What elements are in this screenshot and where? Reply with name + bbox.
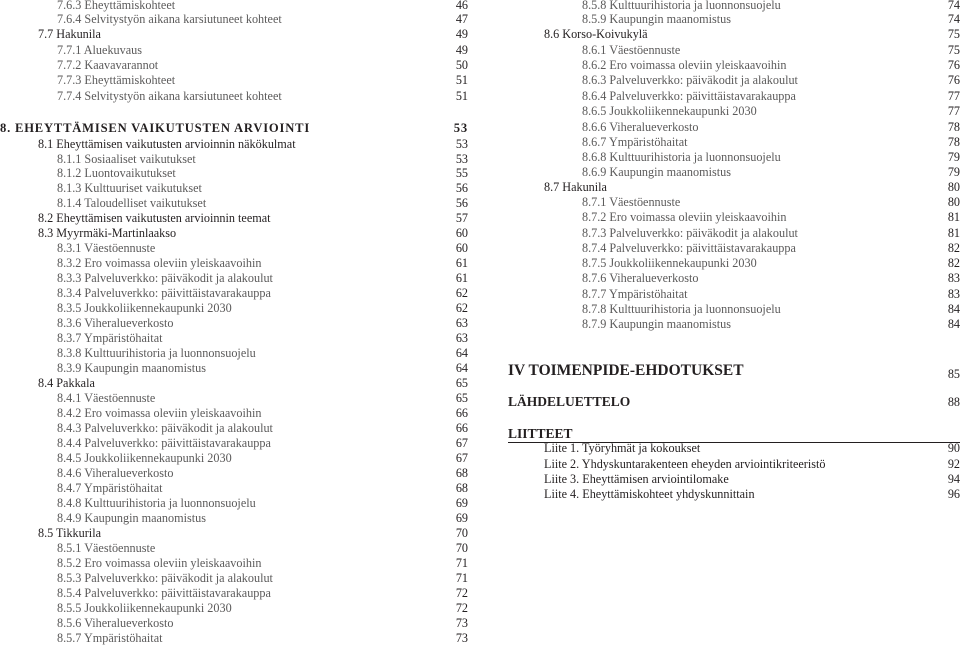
toc-entry-title: LÄHDELUETTELO <box>508 394 631 409</box>
toc-entry-title: 8.6.2 Ero voimassa oleviin yleiskaavoihin <box>582 58 787 72</box>
toc-entry-title: 8.6.4 Palveluverkko: päivittäistavarakauppa <box>582 89 796 103</box>
toc-entry[interactable] <box>0 211 468 226</box>
toc-entry-page-number: 64 <box>455 361 468 375</box>
toc-entry-page-number: 53 <box>453 121 468 135</box>
toc-entry[interactable] <box>500 180 960 195</box>
toc-entry[interactable] <box>500 210 960 225</box>
toc-entry-title: 8.4.8 Kulttuurihistoria ja luonnonsuojelu <box>57 496 256 510</box>
toc-entry-page-number: 71 <box>455 556 468 570</box>
toc-entry-page-number: 67 <box>455 436 468 450</box>
toc-entry[interactable] <box>0 586 468 601</box>
toc-entry-title: 8.5.9 Kaupungin maanomistus <box>582 12 731 26</box>
toc-entry-title: 8.3.9 Kaupungin maanomistus <box>57 361 206 375</box>
toc-entry-title: 8.4.3 Palveluverkko: päiväkodit ja alakoulut <box>57 421 273 435</box>
toc-entry-title: 8.5.1 Väestöennuste <box>57 541 156 555</box>
toc-entry[interactable] <box>500 472 960 487</box>
toc-entry-title: 7.6.4 Selvitystyön aikana karsiutuneet kohteet <box>57 12 282 26</box>
toc-entry-page-number: 82 <box>947 241 960 255</box>
toc-entry-page-number: 57 <box>455 211 468 225</box>
toc-entry-page-number: 84 <box>947 317 960 331</box>
toc-entry[interactable] <box>0 556 468 571</box>
toc-entry-title: 8.1 Eheyttämisen vaikutusten arvioinnin näkökulmat <box>38 137 296 151</box>
toc-entry-title: 8.6.8 Kulttuurihistoria ja luonnonsuojelu <box>582 150 781 164</box>
toc-entry-title: 8.6.9 Kaupungin maanomistus <box>582 165 731 179</box>
toc-entry-title: IV TOIMENPIDE-EHDOTUKSET <box>508 362 744 379</box>
toc-entry-title: 8.3.2 Ero voimassa oleviin yleiskaavoihin <box>57 256 262 270</box>
toc-entry[interactable] <box>500 317 960 332</box>
toc-entry[interactable] <box>0 376 468 391</box>
toc-entry-title: 8.7.2 Ero voimassa oleviin yleiskaavoihin <box>582 210 787 224</box>
toc-entry-page-number: 72 <box>455 586 468 600</box>
toc-entry[interactable] <box>500 394 960 410</box>
toc-entry[interactable] <box>0 571 468 586</box>
toc-entry-title: 8.4 Pakkala <box>38 376 95 390</box>
toc-entry[interactable] <box>500 135 960 150</box>
toc-entry-title: 8.1.3 Kulttuuriset vaikutukset <box>57 181 202 195</box>
toc-entry[interactable] <box>0 241 468 256</box>
toc-entry[interactable] <box>500 226 960 241</box>
toc-entry[interactable] <box>0 43 468 58</box>
toc-entry-title: 8.6 Korso-Koivukylä <box>544 27 648 41</box>
toc-entry[interactable] <box>500 43 960 58</box>
toc-entry-title: 8.3.6 Viheralueverkosto <box>57 316 174 330</box>
toc-entry-page-number: 74 <box>947 12 960 26</box>
toc-entry-title: 8.3.8 Kulttuurihistoria ja luonnonsuojelu <box>57 346 256 360</box>
toc-entry-title: 8.6.3 Palveluverkko: päiväkodit ja alakoulut <box>582 73 798 87</box>
toc-entry-page-number: 65 <box>455 391 468 405</box>
toc-entry[interactable] <box>500 457 960 472</box>
toc-entry[interactable] <box>500 241 960 256</box>
toc-entry-page-number: 68 <box>455 466 468 480</box>
toc-entry[interactable] <box>0 496 468 511</box>
toc-entry[interactable] <box>0 166 468 181</box>
toc-entry-page-number: 60 <box>455 241 468 255</box>
toc-entry[interactable] <box>0 226 468 241</box>
toc-entry[interactable] <box>0 58 468 73</box>
toc-entry-title: 7.7 Hakunila <box>38 27 101 41</box>
toc-entry-title: 8.4.9 Kaupungin maanomistus <box>57 511 206 525</box>
toc-entry-title: 8.1.1 Sosiaaliset vaikutukset <box>57 152 196 166</box>
toc-entry[interactable] <box>0 526 468 541</box>
toc-entry-page-number: 62 <box>455 286 468 300</box>
toc-entry[interactable] <box>0 601 468 616</box>
toc-entry[interactable] <box>500 12 960 27</box>
toc-entry-title: 8.7.5 Joukkoliikennekaupunki 2030 <box>582 256 757 270</box>
toc-entry[interactable] <box>0 421 468 436</box>
toc-entry[interactable] <box>0 361 468 376</box>
toc-entry-title: 7.7.2 Kaavavarannot <box>57 58 159 72</box>
toc-entry-page-number: 66 <box>455 406 468 420</box>
toc-entry-title: 8.3.1 Väestöennuste <box>57 241 156 255</box>
toc-entry[interactable] <box>0 196 468 211</box>
toc-entry[interactable] <box>500 362 960 380</box>
toc-entry-page-number: 49 <box>455 27 468 41</box>
toc-entry[interactable] <box>0 511 468 526</box>
toc-entry[interactable] <box>0 331 468 346</box>
toc-entry-page-number: 74 <box>947 0 960 12</box>
toc-entry-title: LIITTEET <box>508 426 573 441</box>
toc-entry[interactable] <box>500 150 960 165</box>
toc-entry[interactable] <box>0 256 468 271</box>
toc-entry[interactable] <box>0 12 468 27</box>
toc-entry[interactable] <box>0 541 468 556</box>
toc-entry-title: 8.5.8 Kulttuurihistoria ja luonnonsuojelu <box>582 0 781 12</box>
toc-entry[interactable] <box>500 165 960 180</box>
toc-entry-page-number: 79 <box>947 150 960 164</box>
toc-entry-page-number: 79 <box>947 165 960 179</box>
toc-entry-title: 8.3.4 Palveluverkko: päivittäistavarakauppa <box>57 286 271 300</box>
toc-entry-page-number: 69 <box>455 511 468 525</box>
toc-entry-page-number: 53 <box>455 137 468 151</box>
toc-entry-page-number: 77 <box>947 104 960 118</box>
toc-entry-title: 8.7 Hakunila <box>544 180 607 194</box>
toc-entry[interactable] <box>0 481 468 496</box>
toc-entry-title: Liite 3. Eheyttämisen arviointilomake <box>544 472 729 486</box>
toc-entry-title: 8.5.5 Joukkoliikennekaupunki 2030 <box>57 601 232 615</box>
toc-entry-title: 8.6.5 Joukkoliikennekaupunki 2030 <box>582 104 757 118</box>
toc-entry-page-number: 56 <box>455 196 468 210</box>
toc-entry[interactable] <box>500 256 960 271</box>
toc-entry[interactable] <box>500 120 960 135</box>
toc-entry-page-number: 75 <box>947 43 960 57</box>
toc-entry-title: 8.7.7 Ympäristöhaitat <box>582 287 688 301</box>
toc-entry-title: 8.6.6 Viheralueverkosto <box>582 120 699 134</box>
toc-entry-title: 8.5 Tikkurila <box>38 526 101 540</box>
toc-entry-page-number: 66 <box>455 421 468 435</box>
toc-entry-page-number: 78 <box>947 120 960 134</box>
toc-entry-page-number: 51 <box>455 73 468 87</box>
toc-entry-title: 8.3.3 Palveluverkko: päiväkodit ja alakoulut <box>57 271 273 285</box>
toc-entry[interactable] <box>500 89 960 104</box>
toc-entry-title: 8.4.2 Ero voimassa oleviin yleiskaavoihin <box>57 406 262 420</box>
toc-entry-title: 8.7.1 Väestöennuste <box>582 195 681 209</box>
toc-entry-page-number: 76 <box>947 58 960 72</box>
toc-entry[interactable] <box>500 27 960 42</box>
toc-entry-page-number: 94 <box>947 472 960 486</box>
toc-entry-page-number: 92 <box>947 457 960 471</box>
toc-entry[interactable] <box>500 104 960 119</box>
toc-entry-title: 8.7.9 Kaupungin maanomistus <box>582 317 731 331</box>
toc-entry-title: Liite 1. Työryhmät ja kokoukset <box>544 441 701 455</box>
toc-entry-title: 8.4.7 Ympäristöhaitat <box>57 481 163 495</box>
toc-entry[interactable] <box>500 58 960 73</box>
toc-entry-page-number: 62 <box>455 301 468 315</box>
toc-entry-page-number: 90 <box>947 441 960 455</box>
toc-entry-page-number: 78 <box>947 135 960 149</box>
toc-entry-page-number: 75 <box>947 27 960 41</box>
toc-entry-title: 8.5.3 Palveluverkko: päiväkodit ja alakoulut <box>57 571 273 585</box>
toc-entry[interactable] <box>0 181 468 196</box>
toc-entry[interactable] <box>0 89 468 104</box>
toc-entry-page-number: 80 <box>947 195 960 209</box>
toc-entry-page-number: 83 <box>947 271 960 285</box>
toc-entry[interactable] <box>0 466 468 481</box>
toc-entry-title: 8.5.6 Viheralueverkosto <box>57 616 174 630</box>
toc-entry[interactable] <box>0 436 468 451</box>
toc-entry[interactable] <box>500 426 960 442</box>
toc-entry-title: 8.1.4 Taloudelliset vaikutukset <box>57 196 207 210</box>
toc-entry-title: 7.7.4 Selvitystyön aikana karsiutuneet kohteet <box>57 89 282 103</box>
toc-entry[interactable] <box>0 286 468 301</box>
toc-entry-title: 8. EHEYTTÄMISEN VAIKUTUSTEN ARVIOINTI <box>0 121 311 135</box>
toc-entry-page-number: 67 <box>455 451 468 465</box>
toc-entry-page-number: 61 <box>455 271 468 285</box>
toc-entry-page-number: 96 <box>947 487 960 501</box>
toc-entry-title: Liite 2. Yhdyskuntarakenteen eheyden arviointikriteeristö <box>544 457 826 471</box>
toc-entry-page-number: 81 <box>947 226 960 240</box>
toc-entry[interactable] <box>500 287 960 302</box>
toc-entry-title: 8.2 Eheyttämisen vaikutusten arvioinnin teemat <box>38 211 271 225</box>
toc-entry[interactable] <box>0 152 468 167</box>
toc-entry-page-number: 65 <box>455 376 468 390</box>
toc-entry-page-number: 64 <box>455 346 468 360</box>
toc-entry[interactable] <box>0 616 468 631</box>
toc-entry[interactable] <box>500 271 960 286</box>
toc-entry[interactable] <box>0 316 468 331</box>
toc-entry-title: Liite 4. Eheyttämiskohteet yhdyskunnittain <box>544 487 755 501</box>
toc-entry-title: 8.4.4 Palveluverkko: päivittäistavarakauppa <box>57 436 271 450</box>
toc-entry-page-number: 63 <box>455 331 468 345</box>
toc-entry-title: 8.7.8 Kulttuurihistoria ja luonnonsuojelu <box>582 302 781 316</box>
toc-entry-title: 8.1.2 Luontovaikutukset <box>57 166 176 180</box>
toc-entry-title: 8.5.2 Ero voimassa oleviin yleiskaavoihin <box>57 556 262 570</box>
toc-entry-title: 8.3.7 Ympäristöhaitat <box>57 331 163 345</box>
toc-entry-page-number: 77 <box>947 89 960 103</box>
toc-entry-title: 8.3 Myyrmäki-Martinlaakso <box>38 226 177 240</box>
toc-entry[interactable] <box>0 137 468 152</box>
toc-entry[interactable] <box>0 301 468 316</box>
toc-entry-title: 8.5.7 Ympäristöhaitat <box>57 631 163 645</box>
toc-entry[interactable] <box>500 487 960 502</box>
toc-entry-title: 8.3.5 Joukkoliikennekaupunki 2030 <box>57 301 232 315</box>
toc-entry-title: 8.4.5 Joukkoliikennekaupunki 2030 <box>57 451 232 465</box>
toc-entry-page-number: 73 <box>455 616 468 630</box>
toc-entry[interactable] <box>0 631 468 646</box>
toc-entry-page-number: 76 <box>947 73 960 87</box>
toc-entry-title: 8.6.1 Väestöennuste <box>582 43 681 57</box>
toc-entry[interactable] <box>0 27 468 42</box>
toc-entry-page-number: 80 <box>947 180 960 194</box>
toc-entry[interactable] <box>500 195 960 210</box>
toc-entry-title: 8.7.6 Viheralueverkosto <box>582 271 699 285</box>
toc-entry-title: 8.7.3 Palveluverkko: päiväkodit ja alakoulut <box>582 226 798 240</box>
toc-entry[interactable] <box>0 391 468 406</box>
toc-entry-page-number: 69 <box>455 496 468 510</box>
toc-entry-title: 7.7.3 Eheyttämiskohteet <box>57 73 176 87</box>
toc-entry-page-number: 71 <box>455 571 468 585</box>
toc-entry-title: 7.6.3 Eheyttämiskohteet <box>57 0 176 12</box>
toc-entry-title: 8.4.6 Viheralueverkosto <box>57 466 174 480</box>
toc-entry-page-number: 70 <box>455 526 468 540</box>
toc-entry-title: 8.7.4 Palveluverkko: päivittäistavarakauppa <box>582 241 796 255</box>
toc-entry-page-number: 82 <box>947 256 960 270</box>
toc-entry-page-number: 81 <box>947 210 960 224</box>
toc-entry-page-number: 56 <box>455 181 468 195</box>
toc-entry[interactable] <box>0 73 468 88</box>
toc-entry-page-number: 49 <box>455 43 468 57</box>
toc-entry-page-number: 61 <box>455 256 468 270</box>
toc-entry-page-number: 83 <box>947 287 960 301</box>
toc-entry-page-number: 63 <box>455 316 468 330</box>
toc-entry-page-number: 84 <box>947 302 960 316</box>
toc-entry[interactable] <box>0 451 468 466</box>
toc-entry[interactable] <box>0 121 468 136</box>
toc-entry-page-number: 51 <box>455 89 468 103</box>
toc-entry-title: 8.4.1 Väestöennuste <box>57 391 156 405</box>
toc-entry-page-number: 68 <box>455 481 468 495</box>
toc-entry-page-number: 73 <box>455 631 468 645</box>
toc-entry-title: 8.6.7 Ympäristöhaitat <box>582 135 688 149</box>
toc-entry-page-number: 55 <box>455 166 468 180</box>
toc-entry-page-number: 85 <box>947 367 960 381</box>
toc-entry-page-number: 70 <box>455 541 468 555</box>
toc-entry-title: 8.5.4 Palveluverkko: päivittäistavarakauppa <box>57 586 271 600</box>
toc-entry[interactable] <box>500 441 960 456</box>
toc-entry[interactable] <box>0 346 468 361</box>
toc-entry[interactable] <box>0 406 468 421</box>
toc-entry-page-number: 53 <box>455 152 468 166</box>
toc-entry-page-number: 60 <box>455 226 468 240</box>
toc-entry-page-number: 50 <box>455 58 468 72</box>
toc-entry-title: 7.7.1 Aluekuvaus <box>57 43 142 57</box>
toc-entry[interactable] <box>500 302 960 317</box>
toc-entry-page-number: 47 <box>455 12 468 26</box>
toc-entry-page-number: 72 <box>455 601 468 615</box>
toc-entry-page-number: 46 <box>455 0 468 12</box>
toc-entry-page-number: 88 <box>947 395 960 409</box>
toc-entry[interactable] <box>500 73 960 88</box>
toc-entry[interactable] <box>0 271 468 286</box>
